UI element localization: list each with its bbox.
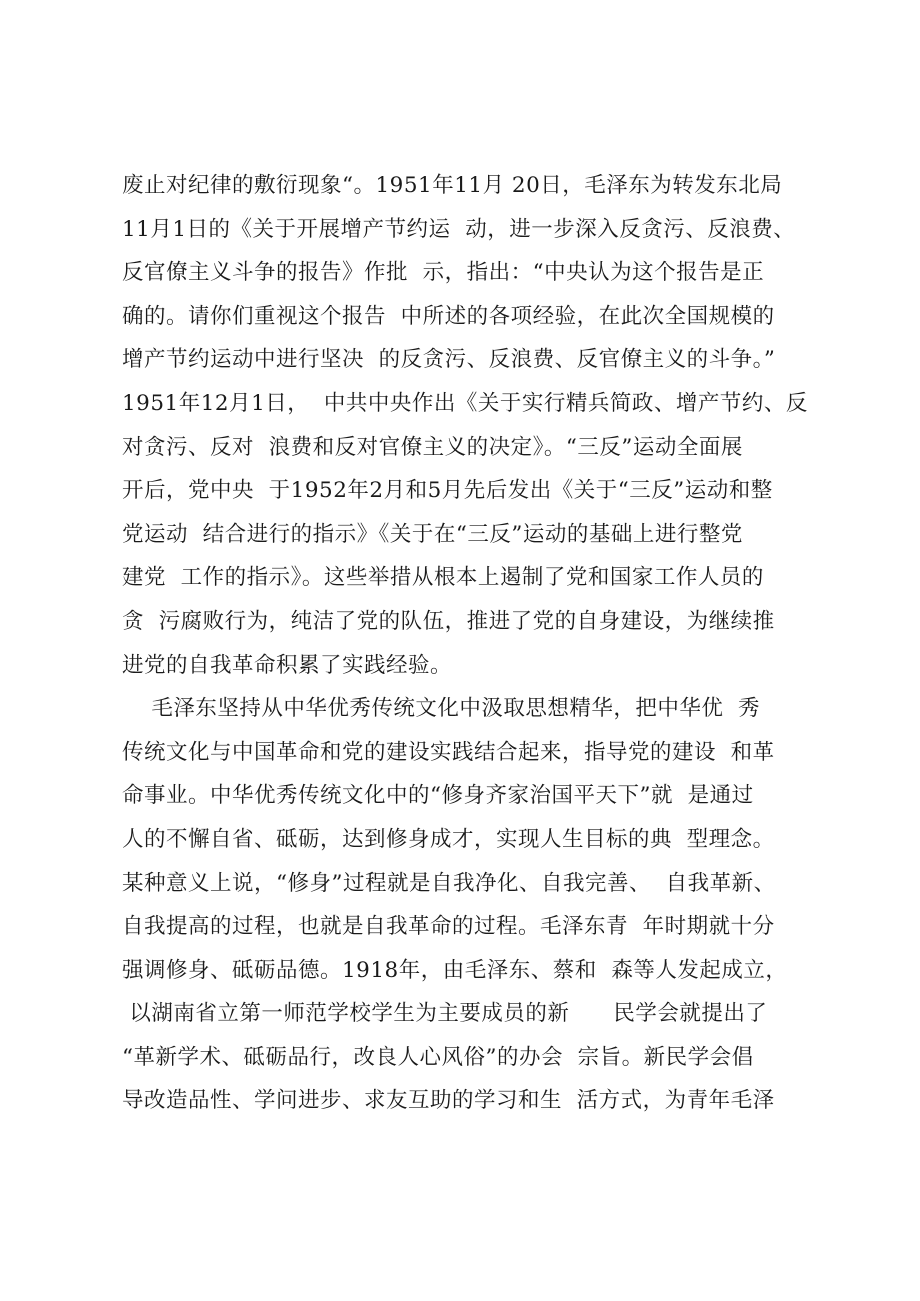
- text-line: 增产节约运动中进行坚决 的反贪污、反浪费、反官僚主义的斗争。”: [122, 347, 776, 373]
- text-line: 确的。请你们重视这个报告 中所述的各项经验，在此次全国规模的: [122, 303, 775, 329]
- text-line: 导改造品性、学问进步、求友互助的学习和生 活方式，为青年毛泽: [122, 1088, 775, 1114]
- text-line: 毛泽东坚持从中华优秀传统文化中汲取思想精华，把中华优 秀: [122, 696, 761, 722]
- text-line: 开后，党中央 于1952年2月和5月先后发出《关于“三反”运动和整: [122, 478, 773, 504]
- text-line: 某种意义上说，“修身”过程就是自我净化、自我完善、 自我革新、: [122, 870, 776, 896]
- text-line: 废止对纪律的敷衍现象“。1951年11月 20日，毛泽东为转发东北局: [122, 173, 783, 198]
- text-line: 1951年12月1日， 中共中央作出《关于实行精兵简政、增产节约、反: [122, 390, 808, 416]
- text-line: 11月1日的《关于开展增产节约运 动，进一步深入反贪污、反浪费、: [122, 216, 796, 242]
- text-line: 自我提高的过程，也就是自我革命的过程。毛泽东青 年时期就十分: [122, 914, 775, 940]
- body-text: [122, 164, 822, 1123]
- text-line: 建党 工作的指示》。这些举措从根本上遏制了党和国家工作人员的: [122, 565, 764, 591]
- text-line: “革新学术、砥砺品行，改良人心风俗”的办会 宗旨。新民学会倡: [122, 1044, 754, 1070]
- text-line: 以湖南省立第一师范学校学生为主要成员的新 民学会就提出了: [122, 1001, 768, 1027]
- text-line: 强调修身、砥砺品德。1918年，由毛泽东、蔡和 森等人发起成立，: [122, 957, 788, 983]
- text-line: 反官僚主义斗争的报告》作批 示，指出：“中央认为这个报告是正: [122, 260, 765, 286]
- text-line: 传统文化与中国革命和党的建设实践结合起来，指导党的建设 和革: [122, 739, 775, 765]
- text-line: 贪 污腐败行为，纯洁了党的队伍，推进了党的自身建设，为继续推: [122, 608, 775, 634]
- text-line: 进党的自我革命积累了实践经验。: [122, 652, 453, 678]
- text-line: 党运动 结合进行的指示》《关于在“三反”运动的基础上进行整党: [122, 521, 743, 547]
- text-line: 人的不懈自省、砥砺，达到修身成才，实现人生目标的典 型理念。: [122, 826, 775, 852]
- text-line: 对贪污、反对 浪费和反对官僚主义的决定》。“三反”运动全面展: [122, 434, 743, 460]
- text-line: 命事业。中华优秀传统文化中的“修身齐家治国平天下”就 是通过: [122, 783, 754, 809]
